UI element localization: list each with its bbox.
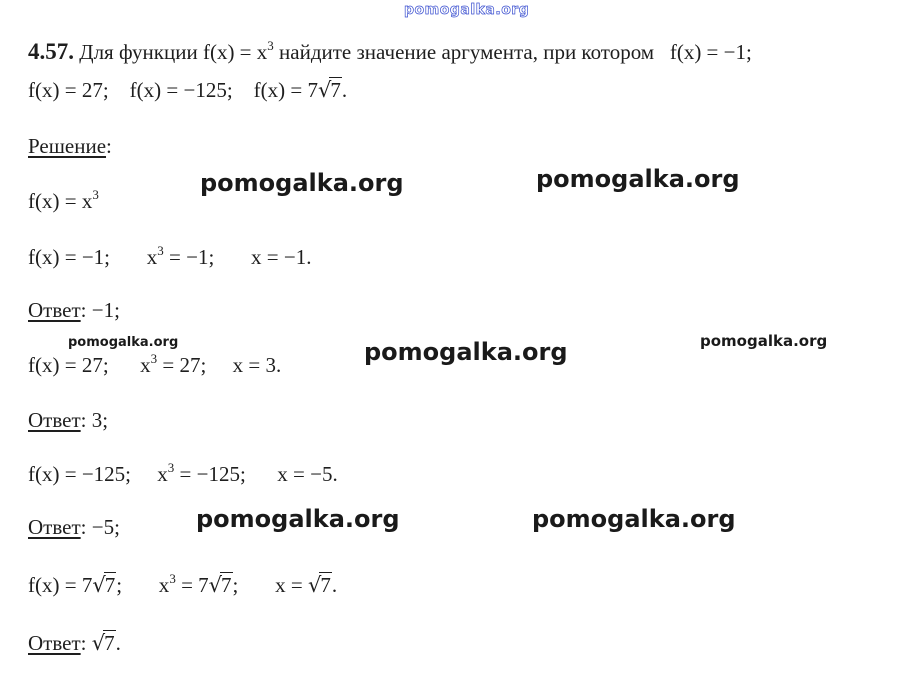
solution-heading: Решение: xyxy=(28,134,112,158)
sqrt-expression: √7 xyxy=(307,573,331,597)
site-watermark-top: pomogalka.org xyxy=(404,2,530,18)
task-text-a: Для функции f(x) = x xyxy=(79,40,268,64)
case-1-equation: f(x) = −1; $x^3 = -1$; x = −1. xyxy=(28,243,312,269)
task-line2-end: . xyxy=(341,78,348,102)
task-line2-text: f(x) = 27; f(x) = −125; f(x) = 7 xyxy=(28,78,318,102)
task-number: 4.57. xyxy=(28,39,74,64)
watermark: pomogalka.org xyxy=(536,165,740,193)
task-exponent: 3 xyxy=(267,38,274,53)
watermark: pomogalka.org xyxy=(532,505,736,533)
watermark: pomogalka.org xyxy=(364,338,568,366)
case-3-answer: Ответ: −5; xyxy=(28,515,120,539)
case-2-equation: f(x) = 27; $x^3 = 27$; x = 3. xyxy=(28,351,282,377)
case-4-answer: Ответ: √7. xyxy=(28,631,121,655)
task-statement-line-2 xyxy=(28,80,347,101)
sqrt-expression: √7 xyxy=(91,631,115,655)
sqrt-expression: √7 xyxy=(92,573,116,597)
sqrt-expression: √7 xyxy=(208,573,232,597)
function-definition: $f(x) = x^3$ xyxy=(28,187,99,213)
case-4-equation: f(x) = 7√7; $x^3 = 7√7$; x = √7. xyxy=(28,571,338,597)
task-statement-line-1 xyxy=(28,40,752,63)
watermark: pomogalka.org xyxy=(196,505,400,533)
sqrt-expression: √7 xyxy=(317,78,341,102)
case-3-equation: f(x) = −125; $x^3 = -125$; x = −5. xyxy=(28,460,338,486)
watermark: pomogalka.org xyxy=(68,335,179,350)
case-2-answer: Ответ: 3; xyxy=(28,408,109,432)
watermark: pomogalka.org xyxy=(200,169,404,197)
solution-heading-word: Решение xyxy=(28,134,107,158)
case-1-answer: Ответ: −1; xyxy=(28,298,120,322)
task-text-b: найдите значение аргумента, при котором f(x) = −1; xyxy=(273,40,752,64)
watermark: pomogalka.org xyxy=(700,332,828,350)
